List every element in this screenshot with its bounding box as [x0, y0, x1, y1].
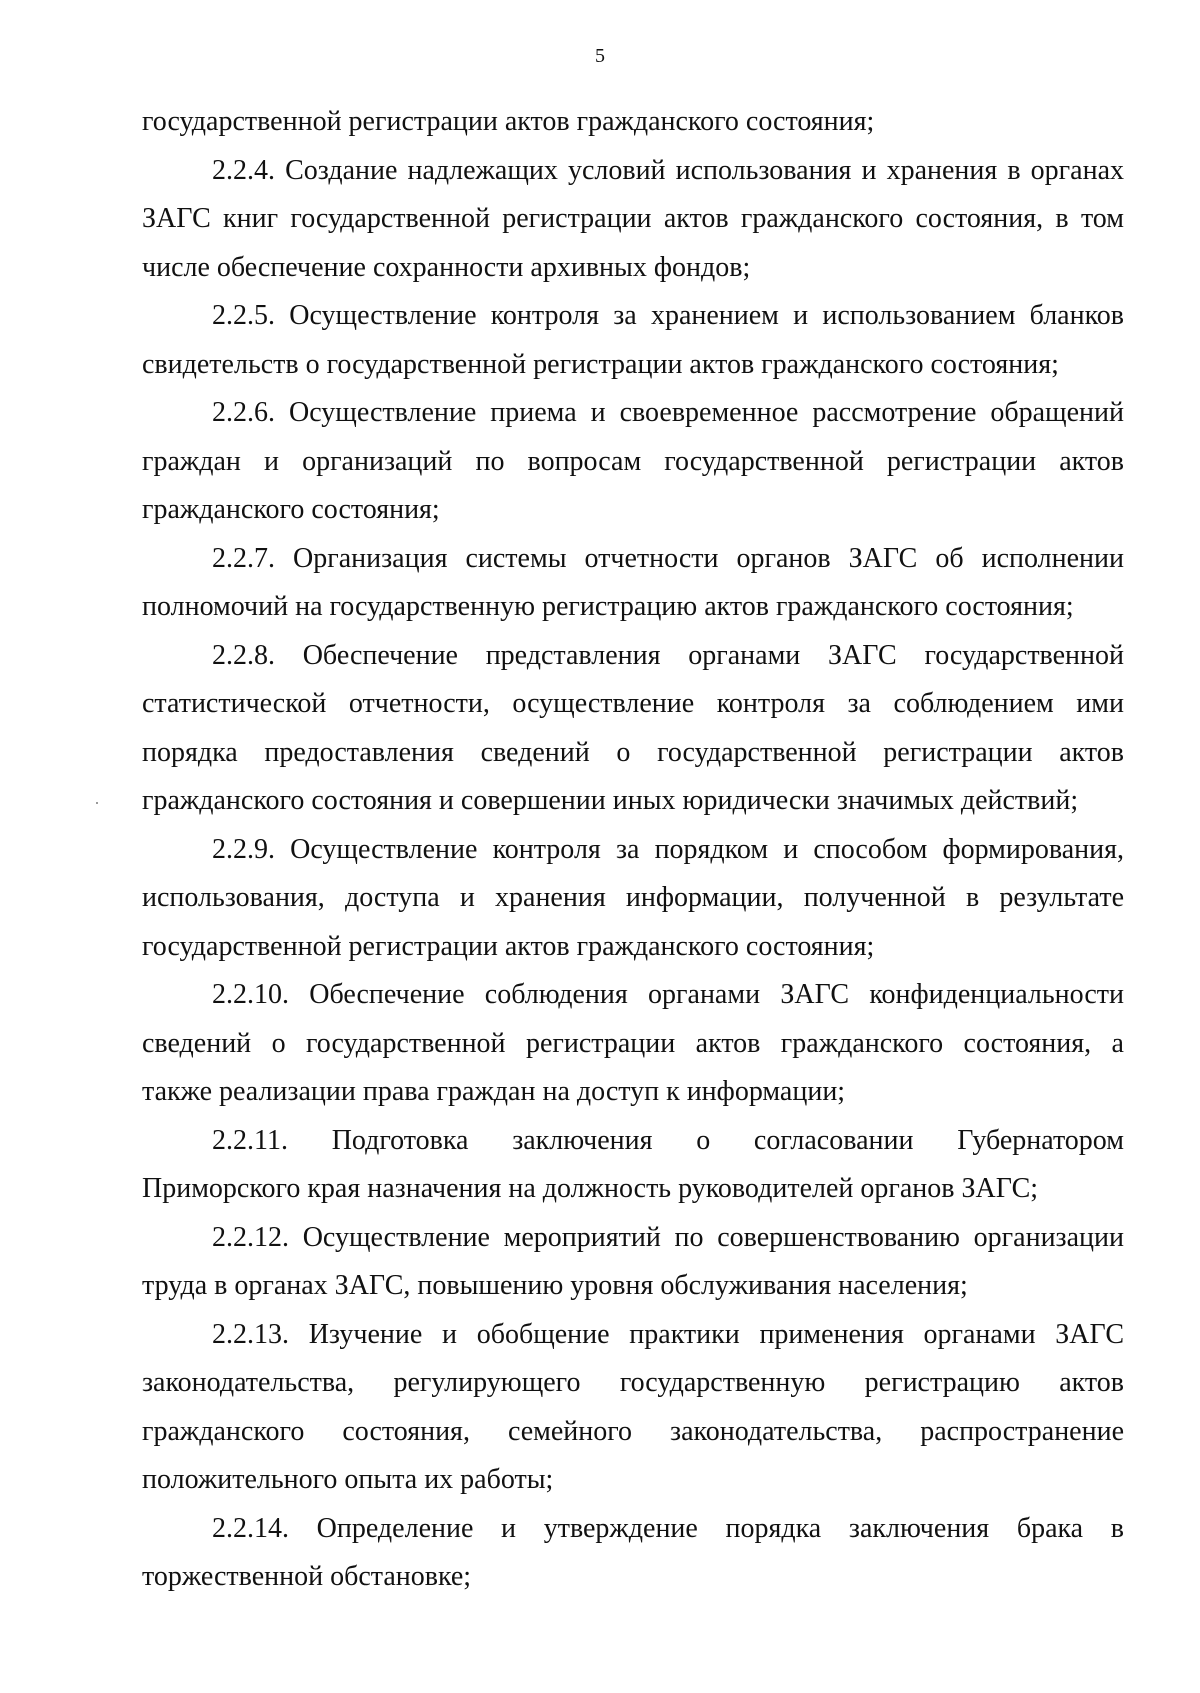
- paragraph-2-2-11: [142, 1117, 1124, 1214]
- text-line: 2.2.5. Осуществление контроля за хранением и использованием бланков: [212, 300, 1124, 331]
- text-line: 2.2.13. Изучение и обобщение практики применения органами ЗАГС: [212, 1318, 1124, 1350]
- text-line: Приморского края назначения на должность руководителей органов ЗАГС;: [142, 1173, 1039, 1204]
- text-line: свидетельств о государственной регистрации актов гражданского состояния;: [142, 348, 1059, 380]
- paragraph-2-2-14: [142, 1505, 1124, 1602]
- text-line: 2.2.4. Создание надлежащих условий использования и хранения в органах: [212, 154, 1124, 186]
- text-line: ЗАГС книг государственной регистрации актов гражданского состояния, в том: [142, 203, 1124, 234]
- paragraph-2-2-9: [142, 826, 1124, 972]
- text-line: сведений о государственной регистрации актов гражданского состояния, а: [142, 1027, 1124, 1059]
- text-line: государственной регистрации актов гражданского состояния;: [142, 930, 875, 962]
- text-line: порядка предоставления сведений о государственной регистрации актов: [142, 736, 1124, 768]
- text-line: 2.2.9. Осуществление контроля за порядком и способом формирования,: [212, 833, 1124, 865]
- paragraph-2-2-7: [142, 535, 1124, 632]
- text-line: государственной регистрации актов гражданского состояния;: [142, 106, 875, 137]
- text-line: 2.2.10. Обеспечение соблюдения органами ЗАГС конфиденциальности: [212, 979, 1124, 1010]
- scan-speck: [96, 802, 98, 804]
- paragraph-2-2-5: [142, 292, 1124, 389]
- text-line: труда в органах ЗАГС, повышению уровня обслуживания населения;: [142, 1270, 968, 1301]
- paragraph-2-2-13: [142, 1311, 1124, 1505]
- paragraph-2-2-10: [142, 971, 1124, 1117]
- text-line: торжественной обстановке;: [142, 1561, 472, 1592]
- text-line: статистической отчетности, осуществление контроля за соблюдением ими: [142, 688, 1124, 719]
- text-line: 2.2.8. Обеспечение представления органами ЗАГС государственной: [212, 639, 1124, 671]
- document-body: [142, 98, 1124, 1602]
- text-line: гражданского состояния;: [142, 494, 440, 525]
- text-line: также реализации права граждан на доступ к информации;: [142, 1076, 846, 1107]
- text-line: 2.2.14. Определение и утверждение порядка заключения брака в: [212, 1512, 1124, 1544]
- text-line: 2.2.11. Подготовка заключения о согласовании Губернатором: [212, 1124, 1124, 1156]
- text-line: 2.2.7. Организация системы отчетности органов ЗАГС об исполнении: [212, 542, 1124, 574]
- paragraph-2-2-8: [142, 632, 1124, 826]
- paragraph-2-2-12: [142, 1214, 1124, 1311]
- paragraph-continuation: [142, 98, 1124, 147]
- text-line: полномочий на государственную регистрацию актов гражданского состояния;: [142, 591, 1074, 622]
- paragraph-2-2-6: [142, 389, 1124, 535]
- text-line: 2.2.6. Осуществление приема и своевременное рассмотрение обращений: [212, 397, 1124, 428]
- text-line: граждан и организаций по вопросам государственной регистрации актов: [142, 445, 1124, 477]
- text-line: использования, доступа и хранения информации, полученной в результате: [142, 882, 1124, 913]
- text-line: законодательства, регулирующего государственную регистрацию актов: [142, 1367, 1124, 1398]
- text-line: положительного опыта их работы;: [142, 1464, 554, 1495]
- text-line: числе обеспечение сохранности архивных фондов;: [142, 251, 751, 283]
- page-number: 5: [595, 45, 605, 67]
- text-line: гражданского состояния и совершении иных юридически значимых действий;: [142, 785, 1079, 816]
- text-line: гражданского состояния, семейного законодательства, распространение: [142, 1415, 1124, 1447]
- text-line: 2.2.12. Осуществление мероприятий по совершенствованию организации: [212, 1221, 1124, 1253]
- paragraph-2-2-4: [142, 147, 1124, 293]
